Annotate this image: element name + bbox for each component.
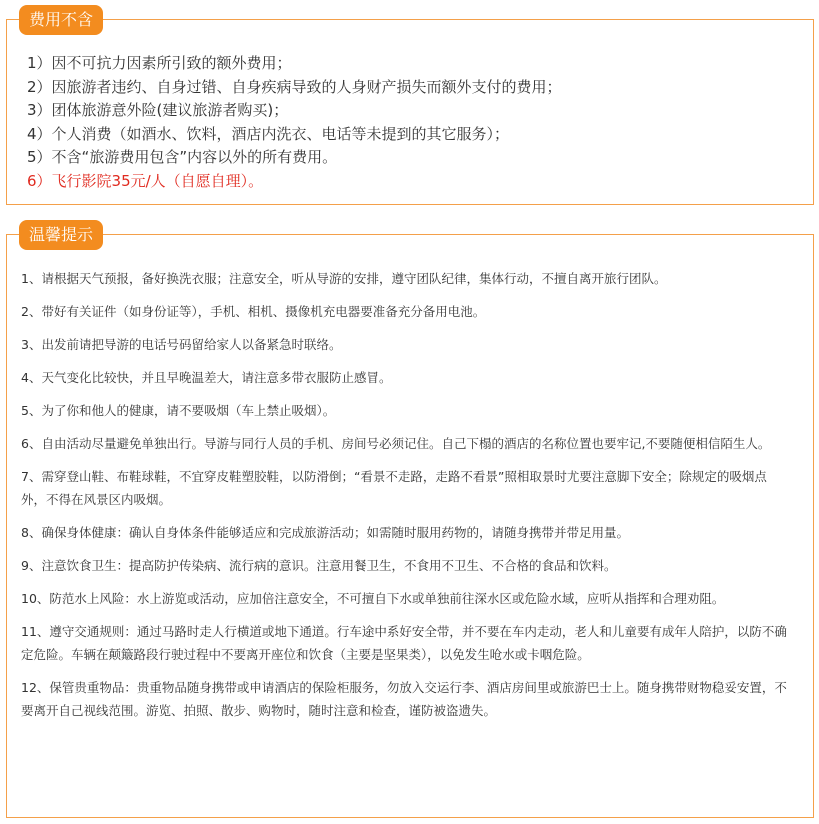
list-item: 3）团体旅游意外险(建议旅游者购买)； [27,101,289,119]
list-item: 5）不含“旅游费用包含”内容以外的所有费用。 [27,148,338,166]
list-item: 1、请根据天气预报，备好换洗衣服；注意安全，听从导游的安排，遵守团队纪律，集体行动，不擅自离开旅行团队。 [21,271,667,286]
list-item: 4）个人消费（如酒水、饮料，酒店内洗衣、电话等未提到的其它服务）； [27,124,510,143]
list-item: 1）因不可抗力因素所引致的额外费用； [27,54,292,72]
list-item: 2、带好有关证件（如身份证等），手机、相机、摄像机充电器要准备充分备用电池。 [21,304,486,319]
list-item: 11、遵守交通规则：通过马路时走人行横道或地下通道。行车途中系好安全带，并不要在车内走动，老人和儿童要有成年人陪护，以防不确定危险。车辆在颠簸路段行驶过程中不要离开座位和饮食（主要是坚果类），以免发生呛水或卡咽危险。 [21,624,787,662]
list-item: 4、天气变化比较快，并且早晚温差大，请注意多带衣服防止感冒。 [21,370,392,385]
cost-excluded-section [6,10,814,205]
list-item: 7、需穿登山鞋、布鞋球鞋，不宜穿皮鞋塑胶鞋，以防滑倒；“看景不走路，走路不看景”照相取景时尤要注意脚下安全；除规定的吸烟点外，不得在风景区内吸烟。 [21,469,767,507]
list-item: 9、注意饮食卫生：提高防护传染病、流行病的意识。注意用餐卫生，不食用不卫生、不合格的食品和饮料。 [21,558,617,573]
list-item: 3、出发前请把导游的电话号码留给家人以备紧急时联络。 [21,337,342,352]
cost-excluded-list [27,52,562,193]
cost-excluded-title: 费用不含 [19,5,103,35]
list-item: 2）因旅游者违约、自身过错、自身疾病导致的人身财产损失而额外支付的费用； [27,77,562,96]
list-item: 12、保管贵重物品：贵重物品随身携带或申请酒店的保险柜服务，勿放入交运行李、酒店房间里或旅游巴士上。随身携带财物稳妥安置，不要离开自己视线范围。游览、拍照、散步、购物时，随时注意和检查，谨防被盗遗失。 [21,680,787,718]
list-item-highlight: 6）飞行影院35元/人（自愿自理）。 [27,171,264,190]
list-item: 8、确保身体健康：确认自身体条件能够适应和完成旅游活动；如需随时服用药物的，请随身携带并带足用量。 [21,525,629,540]
list-item: 10、防范水上风险：水上游览或活动，应加倍注意安全，不可擅自下水或单独前往深水区或危险水域，应听从指挥和合理劝阻。 [21,591,725,606]
list-item: 6、自由活动尽量避免单独出行。导游与同行人员的手机、房间号必须记住。自己下榻的酒店的名称位置也要牢记,不要随便相信陌生人。 [21,436,771,451]
tips-list [21,267,791,732]
list-item: 5、为了你和他人的健康，请不要吸烟（车上禁止吸烟）。 [21,403,336,418]
tips-title: 温馨提示 [19,220,103,250]
tips-section [6,225,814,818]
